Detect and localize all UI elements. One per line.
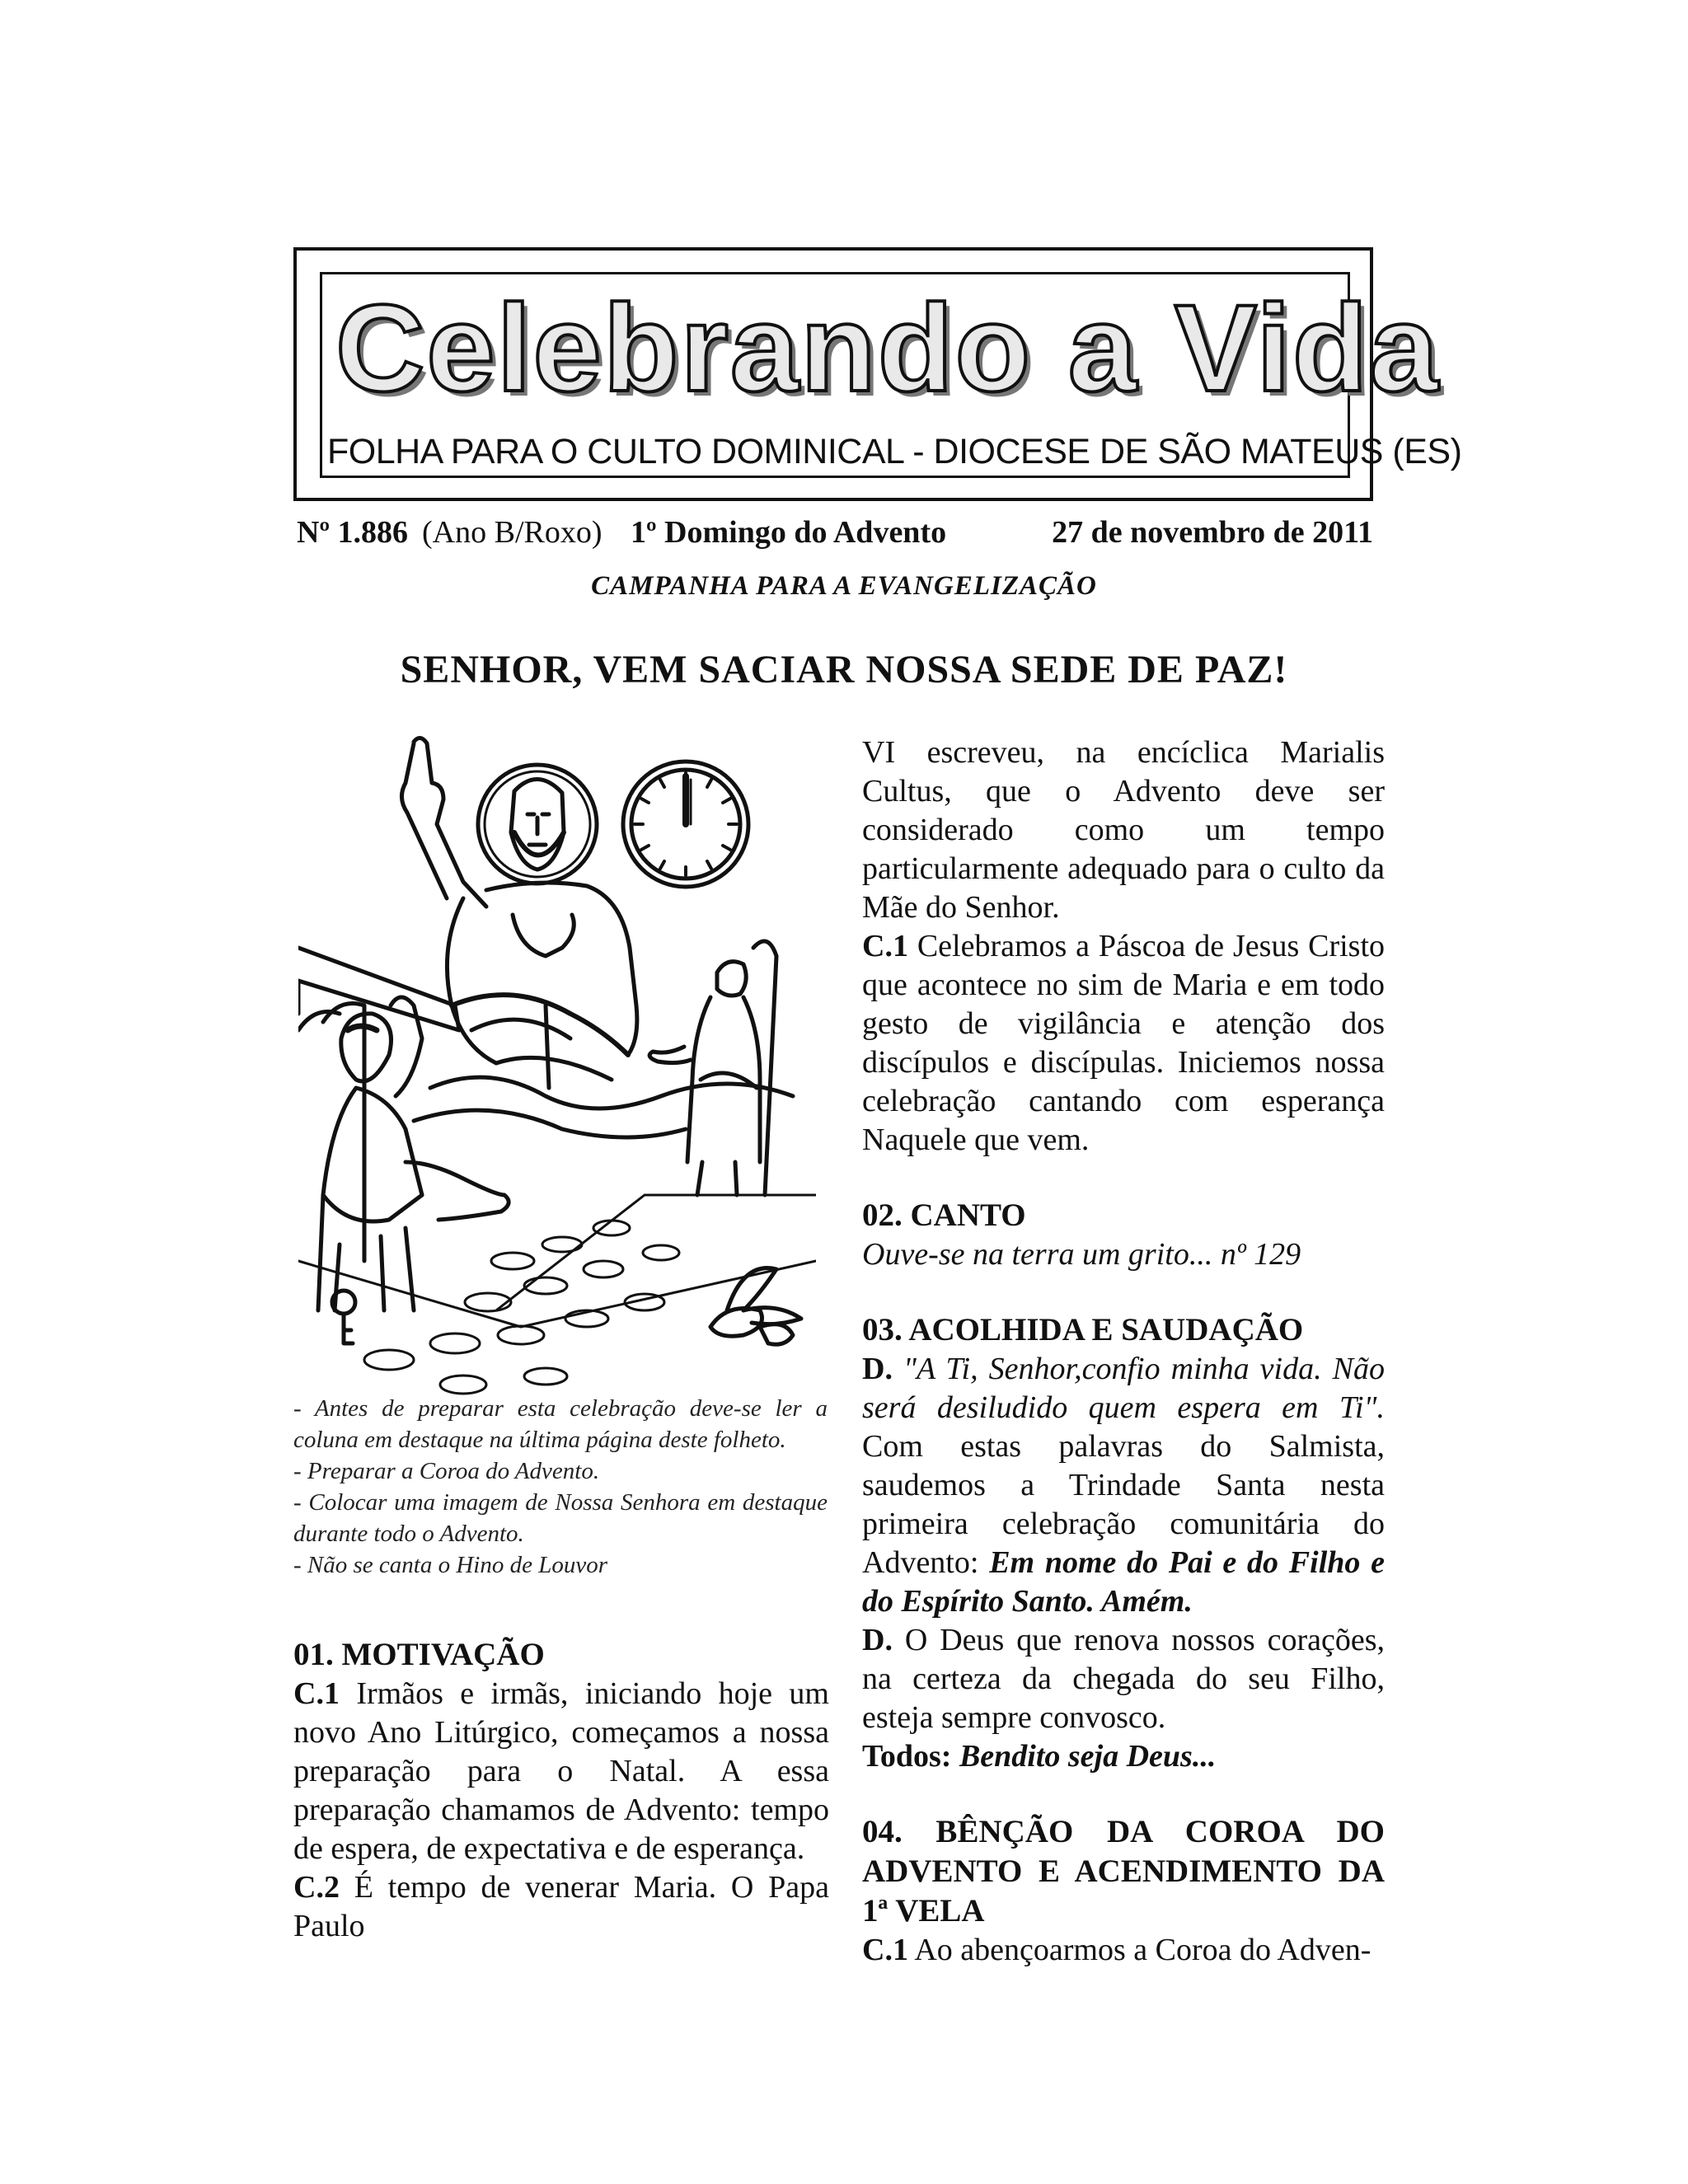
paragraph-text: É tempo de venerar Maria. O Papa Paulo (293, 1870, 829, 1943)
psalm-quote: "A Ti, Senhor,confio minha vida. Não será desiludido quem espera em Ti". (862, 1352, 1385, 1425)
masthead-title: Celebrando a Vida (335, 279, 1440, 417)
spacer (862, 1160, 1385, 1196)
preparation-notes (293, 1393, 828, 1581)
note-item: - Não se canta o Hino de Louvor (293, 1552, 607, 1578)
paragraph-text: Irmãos e irmãs, iniciando hoje um novo Ano Litúrgico, começamos a nossa preparação para o Natal. A essa preparação chamamos de Advento: tempo de espera, de expectativa e de esperança. (293, 1676, 829, 1866)
masthead-subtitle: FOLHA PARA O CULTO DOMINICAL - DIOCESE DE SÃO MATEUS (ES) (327, 432, 1462, 471)
speaker-label: D. (862, 1352, 893, 1386)
paragraph-acolhida-todos (862, 1737, 1385, 1776)
speaker-label: Todos: (862, 1739, 952, 1774)
section-title-canto: 02. CANTO (862, 1197, 1026, 1233)
paragraph-text: O Deus que renova nossos corações, na certeza da chegada do seu Filho, esteja sempre convosco. (862, 1623, 1385, 1735)
speaker-label: C.1 (293, 1676, 340, 1711)
clock-icon (623, 762, 748, 887)
masthead-inner-frame (320, 272, 1462, 478)
issue-sunday: 1º Domingo do Advento (631, 515, 947, 550)
note-item: - Colocar uma imagem de Nossa Senhora em destaque durante todo o Advento. (293, 1489, 828, 1547)
paragraph-motivacao-continuation: VI escreveu, na encíclica Marialis Cultus, que o Advento deve ser considerado como um tempo particularmente adequado para o culto da Mãe do Senhor. (862, 735, 1385, 925)
issue-date: 27 de novembro de 2011 (1052, 515, 1373, 550)
section-title-motivacao: 01. MOTIVAÇÃO (293, 1637, 545, 1672)
response-text: Bendito seja Deus... (951, 1739, 1217, 1774)
paragraph-text: Com estas palavras do Salmista, saudemos a Trindade Santa nesta primeira celebração comunitária do Advento: (862, 1429, 1385, 1580)
speaker-label: C.1 (862, 929, 908, 963)
issue-year-color: (Ano B/Roxo) (422, 515, 603, 550)
speaker-label: D. (862, 1623, 893, 1657)
paragraph-motivacao-c1 (293, 1675, 829, 1868)
paragraph-text: Ao abençoarmos a Coroa do Adven- (907, 1933, 1372, 1967)
paragraph-text: Celebramos a Páscoa de Jesus Cristo que acontece no sim de Maria e em todo gesto de vigilância e atenção dos discípulos e discípulas. Iniciemos nossa celebração cantando com esperança Naquele que vem. (862, 929, 1385, 1157)
section-title-bencao: 04. BÊNÇÃO DA COROA DO ADVENTO E ACENDIMENTO DA 1ª VELA (862, 1814, 1385, 1929)
canto-text: Ouve-se na terra um grito... nº 129 (862, 1237, 1301, 1272)
trinitarian-greeting: Em nome do Pai e do Filho e do Espírito Santo. Amém. (862, 1545, 1385, 1619)
page-headline: SENHOR, VEM SACIAR NOSSA SEDE DE PAZ! (400, 648, 1288, 691)
spacer (862, 1776, 1385, 1812)
issue-line (297, 509, 1373, 555)
paragraph-acolhida-d (862, 1350, 1385, 1621)
paragraph-motivacao-c1b (862, 927, 1385, 1160)
paragraph-acolhida-d2 (862, 1621, 1385, 1737)
section-title-acolhida: 03. ACOLHIDA E SAUDAÇÃO (862, 1312, 1304, 1347)
advent-jesus-clock-illustration (298, 733, 816, 1401)
left-column (293, 1635, 829, 1946)
paragraph-bencao-c1 (862, 1931, 1385, 1970)
note-item: - Antes de preparar esta celebração deve-se ler a coluna em destaque na última página deste folheto. (293, 1395, 828, 1453)
speaker-label: C.2 (293, 1870, 340, 1905)
speaker-label: C.1 (862, 1933, 908, 1967)
right-column (862, 733, 1385, 1970)
paragraph-motivacao-c2 (293, 1868, 829, 1946)
note-item: - Preparar a Coroa do Advento. (293, 1458, 600, 1484)
masthead (293, 247, 1462, 501)
spacer (862, 1274, 1385, 1310)
campaign-line: CAMPANHA PARA A EVANGELIZAÇÃO (591, 571, 1097, 601)
issue-number: Nº 1.886 (297, 515, 408, 550)
